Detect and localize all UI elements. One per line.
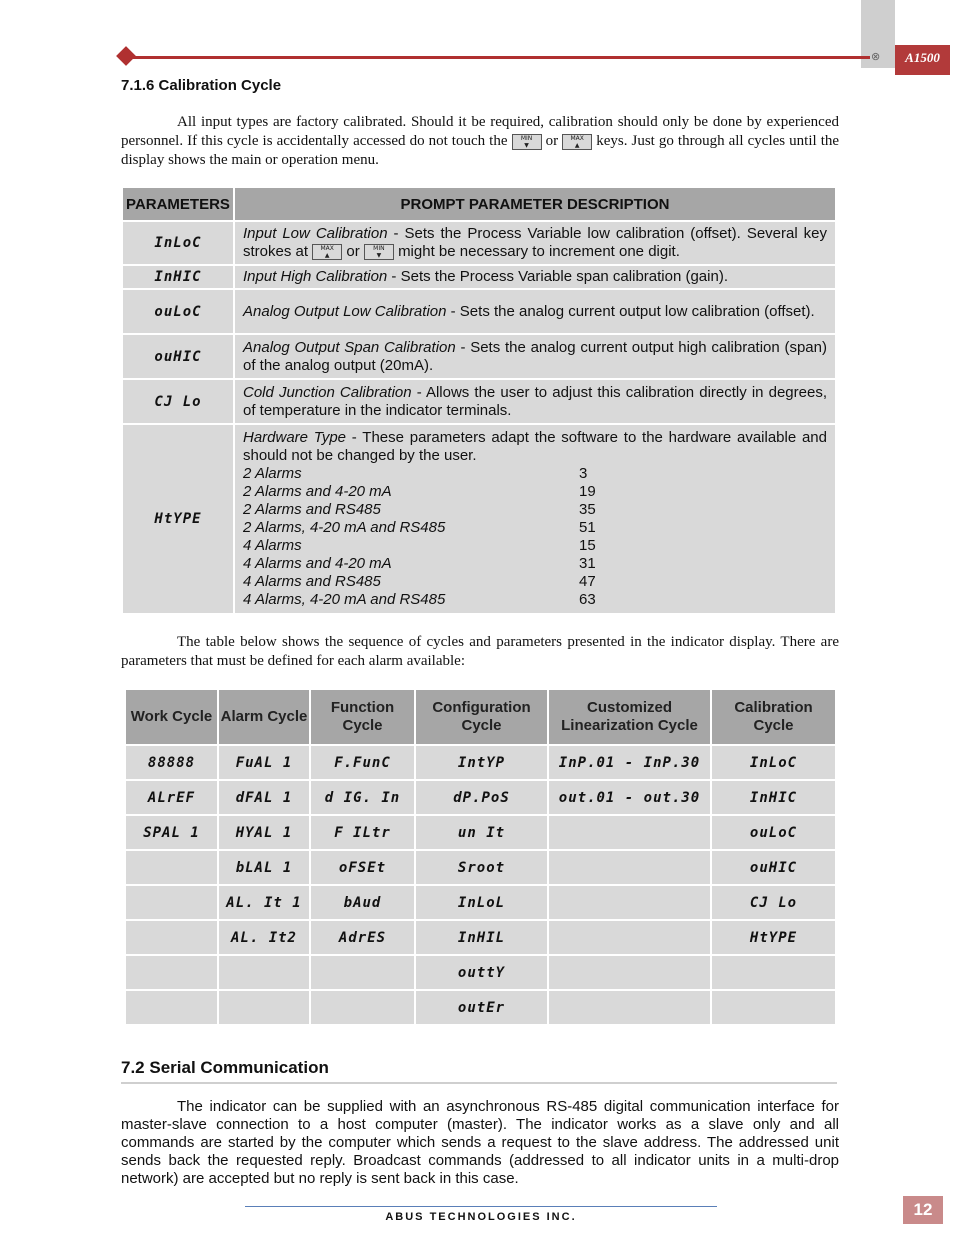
- table-cell: bAud: [310, 885, 415, 920]
- table-row: [125, 955, 836, 990]
- table-cell: out.01 - out.30: [548, 780, 711, 815]
- hardware-option: 4 Alarms and 4-20 mA 31: [243, 555, 596, 572]
- description-cell: Analog Output Low Calibration - Sets the analog current output low calibration (offset).: [234, 289, 836, 334]
- param-cell: InLoC: [122, 221, 234, 265]
- calibration-cycle-header: Calibration Cycle: [711, 689, 836, 745]
- intro-text-2: keys. Just go through all cycles until the display shows the main or operation menu.: [121, 133, 840, 168]
- description-header: PROMPT PARAMETER DESCRIPTION: [234, 187, 836, 221]
- description-cell: Analog Output Span Calibration - Sets the analog current output high calibration (span) of the analog output (20mA).: [234, 334, 836, 379]
- header-diamond-icon: [116, 46, 136, 66]
- table-cell: AL. It 1: [218, 885, 310, 920]
- table-cell: InHIC: [711, 780, 836, 815]
- table-cell: Sroot: [415, 850, 548, 885]
- table-cell: InHIL: [415, 920, 548, 955]
- description-cell: Hardware Type - These parameters adapt the software to the hardware available and should not be changed by the user. 2 Alarms 3 2 Alarms and 4-20 mA 19 2 Alarms and RS485 35 2 Alarms, 4-20 mA and RS485 51 4 Alarms 15 4 Alarms and 4-20 mA 31 4 Alarms and RS485 47 4 Alarms, 4-20 mA and RS485 63: [234, 424, 836, 614]
- section-rule: [121, 1082, 837, 1084]
- table-cell: [218, 990, 310, 1025]
- page-number: 12: [903, 1196, 943, 1224]
- hardware-option: 2 Alarms, 4-20 mA and RS485 51: [243, 519, 596, 536]
- table-cell: [548, 850, 711, 885]
- max-key-icon: MAX ▲: [562, 134, 592, 150]
- table-cell: [548, 815, 711, 850]
- description-cell: Input Low Calibration - Sets the Process Variable low calibration (offset). Several key strokes at MAX ▲ or MIN ▼ might be necessary to increment one digit.: [234, 221, 836, 265]
- table-cell: F.FunC: [310, 745, 415, 780]
- table-cell: InLoC: [711, 745, 836, 780]
- calibration-parameter-table: [121, 186, 837, 615]
- table-cell: [125, 920, 218, 955]
- table-row: [125, 990, 836, 1025]
- table-cell: [711, 990, 836, 1025]
- table-cell: 88888: [125, 745, 218, 780]
- table-cell: d IG. In: [310, 780, 415, 815]
- table-cell: CJ Lo: [711, 885, 836, 920]
- table-cell: un It: [415, 815, 548, 850]
- table-cell: AL. It2: [218, 920, 310, 955]
- table-cell: InLoL: [415, 885, 548, 920]
- table-cell: [548, 990, 711, 1025]
- footer-company: ABUS TECHNOLOGIES INC.: [385, 1211, 577, 1223]
- table-cell: [711, 955, 836, 990]
- table-row: [125, 780, 836, 815]
- table-cell: IntYP: [415, 745, 548, 780]
- hardware-option: 2 Alarms and RS485 35: [243, 501, 596, 518]
- table-cell: dP.PoS: [415, 780, 548, 815]
- table-cell: [125, 850, 218, 885]
- header-mark-icon: ⊗: [871, 51, 881, 63]
- description-cell: Cold Junction Calibration - Allows the user to adjust this calibration directly in degrees, of temperature in the indicator terminals.: [234, 379, 836, 424]
- table-cell: ouLoC: [711, 815, 836, 850]
- param-header: PARAMETERS: [122, 187, 234, 221]
- header-rule: [128, 56, 870, 59]
- table-row: [125, 745, 836, 780]
- table-cell: [218, 955, 310, 990]
- table-cell: [548, 885, 711, 920]
- hardware-option: 4 Alarms 15: [243, 537, 596, 554]
- param-cell: ouLoC: [122, 289, 234, 334]
- min-key-icon: MIN ▼: [512, 134, 542, 150]
- param-cell: ouHIC: [122, 334, 234, 379]
- function-cycle-header: Function Cycle: [310, 689, 415, 745]
- section-72-title: 7.2 Serial Communication: [121, 1058, 329, 1077]
- hardware-option: 4 Alarms, 4-20 mA and RS485 63: [243, 591, 596, 608]
- table-cell: HYAL 1: [218, 815, 310, 850]
- table-cell: bLAL 1: [218, 850, 310, 885]
- table-row: [125, 815, 836, 850]
- serial-paragraph: The indicator can be supplied with an asynchronous RS-485 digital communication interface for master-slave connection to a host computer (master). The indicator works as a slave only and all commands are started by the computer which sends a request to the slave address. The addressed unit sends back the requested reply. Broadcast commands (addressed to all indicator units in a multi-drop network) are accepted but no reply is sent back in this case.: [121, 1098, 839, 1187]
- min-key-icon: MIN ▼: [364, 244, 394, 260]
- header-model-label: A1500: [895, 45, 950, 75]
- param-cell: CJ Lo: [122, 379, 234, 424]
- table-cell: ouHIC: [711, 850, 836, 885]
- footer-rule: [245, 1206, 717, 1207]
- cycle-intro-paragraph: The table below shows the sequence of cycles and parameters presented in the indicator display. There are parameters that must be defined for each alarm available:: [121, 634, 839, 669]
- section-716-title: 7.1.6 Calibration Cycle: [121, 77, 282, 94]
- hardware-option: 2 Alarms and 4-20 mA 19: [243, 483, 596, 500]
- table-cell: InP.01 - InP.30: [548, 745, 711, 780]
- table-cell: F ILtr: [310, 815, 415, 850]
- linearization-cycle-header: Customized Linearization Cycle: [548, 689, 711, 745]
- table-cell: [125, 990, 218, 1025]
- table-cell: FuAL 1: [218, 745, 310, 780]
- table-cell: [548, 920, 711, 955]
- table-row: [125, 920, 836, 955]
- table-cell: [310, 955, 415, 990]
- description-cell: Input High Calibration - Sets the Process Variable span calibration (gain).: [234, 265, 836, 289]
- table-cell: oFSEt: [310, 850, 415, 885]
- work-cycle-header: Work Cycle: [125, 689, 218, 745]
- hardware-option: 2 Alarms 3: [243, 465, 588, 482]
- table-cell: [310, 990, 415, 1025]
- table-cell: dFAL 1: [218, 780, 310, 815]
- table-cell: [125, 885, 218, 920]
- param-cell: HtYPE: [122, 424, 234, 614]
- configuration-cycle-header: Configuration Cycle: [415, 689, 548, 745]
- table-cell: [125, 955, 218, 990]
- table-cell: outtY: [415, 955, 548, 990]
- table-cell: ALrEF: [125, 780, 218, 815]
- table-row: [125, 850, 836, 885]
- intro-text-1: All input types are factory calibrated. Should it be required, calibration should only be done by experienced personnel. If this cycle is accidentally accessed do not touch the: [121, 114, 839, 149]
- table-cell: SPAL 1: [125, 815, 218, 850]
- alarm-cycle-header: Alarm Cycle: [218, 689, 310, 745]
- table-cell: AdrES: [310, 920, 415, 955]
- intro-or: or: [545, 133, 559, 149]
- param-cell: InHIC: [122, 265, 234, 289]
- intro-paragraph: [121, 113, 839, 170]
- table-cell: [548, 955, 711, 990]
- cycle-sequence-table: [124, 688, 837, 1026]
- table-row: [125, 885, 836, 920]
- hardware-option: 4 Alarms and RS485 47: [243, 573, 596, 590]
- table-cell: outEr: [415, 990, 548, 1025]
- max-key-icon: MAX ▲: [312, 244, 342, 260]
- table-cell: HtYPE: [711, 920, 836, 955]
